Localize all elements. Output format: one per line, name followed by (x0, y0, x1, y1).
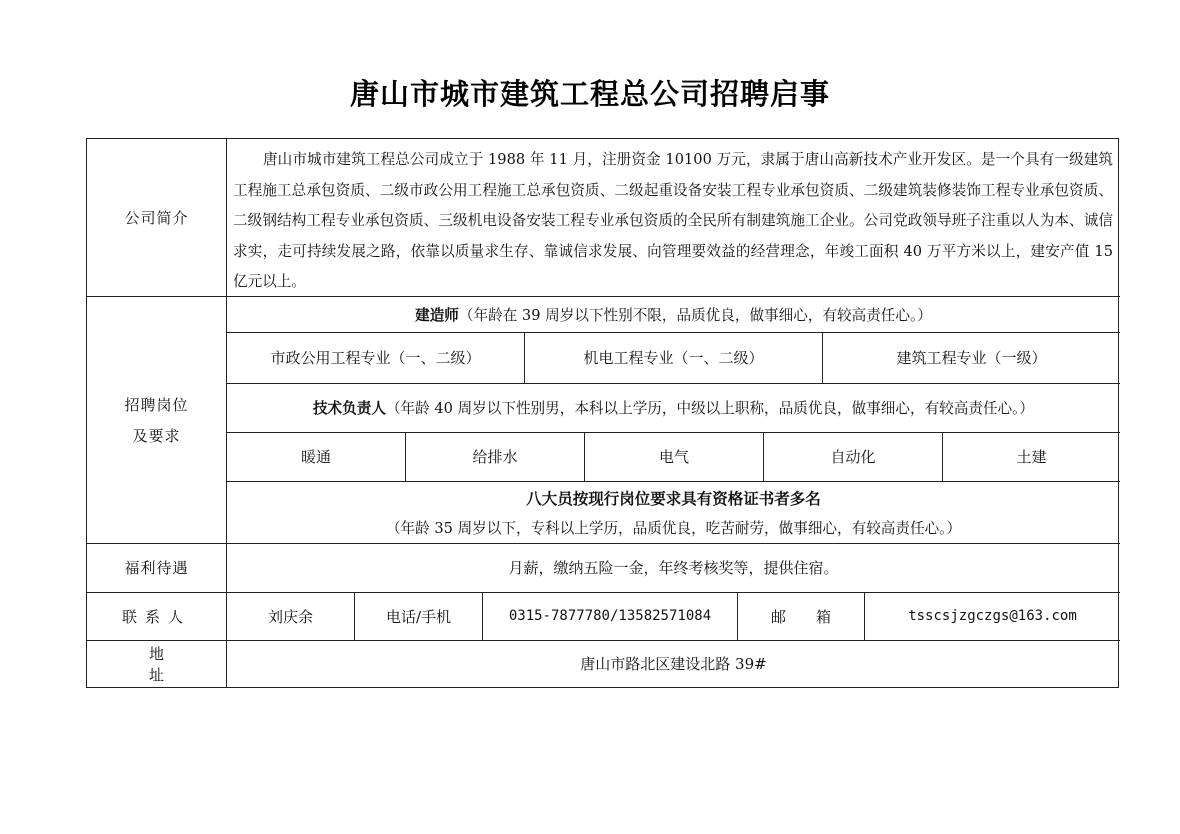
contact-name: 刘庆余 (267, 607, 313, 626)
eight-staff-title: 八大员按现行岗位要求具有资格证书者多名 (526, 489, 821, 508)
tech-lead-header (227, 383, 1120, 432)
constructor-title: 建造师 (415, 306, 459, 324)
company-intro-label: 公司简介 (124, 209, 189, 227)
address-text: 唐山市路北区建设北路 39# (580, 655, 767, 673)
major-electrical: 电气 (658, 448, 689, 466)
company-intro-text: 唐山市城市建筑工程总公司成立于 1988 年 11 月，注册资金 10100 万元，隶属于唐山高新技术产业开发区。是一个具有一级建筑工程施工总承包资质、二级市政公用工程施工总承包资质、二级起重设备安装工程专业承包资质、二级建筑装修装饰工程专业承包资质、二级钢结构工程专业承包资质、三级机电设备安装工程专业承包资质的全民所有制建筑施工企业。公司党政领导班子注重以人为本、诚信求实，走可持续发展之路，依靠以质量求生存、靠诚信求发展、向管理要效益的经营理念，年竣工面积 40 万平方米以上，建安产值 15 亿元以上。 (233, 151, 1113, 290)
positions-label-line2: 及要求 (132, 426, 181, 445)
constructor-requirements: （年龄在 39 周岁以下性别不限，品质优良，做事细心，有较高责任心。） (458, 306, 932, 324)
tech-lead-requirements: （年龄 40 周岁以下性别男，本科以上学历，中级以上职称，品质优良，做事细心，有较高责任心。） (385, 400, 1035, 417)
constructor-header (227, 296, 1120, 332)
major-plumbing: 给排水 (472, 448, 518, 466)
email-label: 邮箱 (770, 607, 861, 626)
eight-staff-section (227, 481, 1120, 543)
address-label: 地址 (148, 644, 204, 684)
email-address: tsscsjzgczgs@163.com (908, 608, 1077, 624)
page-title: 唐山市城市建筑工程总公司招聘启事 (349, 77, 830, 111)
major-hvac: 暖通 (300, 448, 331, 466)
contact-label: 联系人 (121, 607, 191, 626)
phone-label: 电话/手机 (385, 607, 452, 626)
tech-lead-title: 技术负责人 (312, 400, 386, 417)
major-building: 建筑工程专业（一级） (896, 349, 1047, 367)
eight-staff-requirements: （年龄 35 周岁以下，专科以上学历，品质优良，吃苦耐劳，做事细心，有较高责任心。） (385, 519, 962, 537)
benefits-text: 月薪，缴纳五险一金，年终考核奖等，提供住宿。 (508, 559, 839, 577)
benefits-label: 福利待遇 (124, 559, 189, 577)
positions-label (87, 296, 226, 543)
positions-label-line1: 招聘岗位 (124, 395, 189, 414)
major-electromechanical: 机电工程专业（一、二级） (583, 349, 764, 367)
major-automation: 自动化 (830, 448, 876, 466)
phone-number: 0315-7877780/13582571084 (508, 608, 712, 624)
recruitment-table (86, 138, 1119, 688)
major-municipal: 市政公用工程专业（一、二级） (270, 349, 481, 367)
major-civil: 土建 (1016, 448, 1047, 466)
